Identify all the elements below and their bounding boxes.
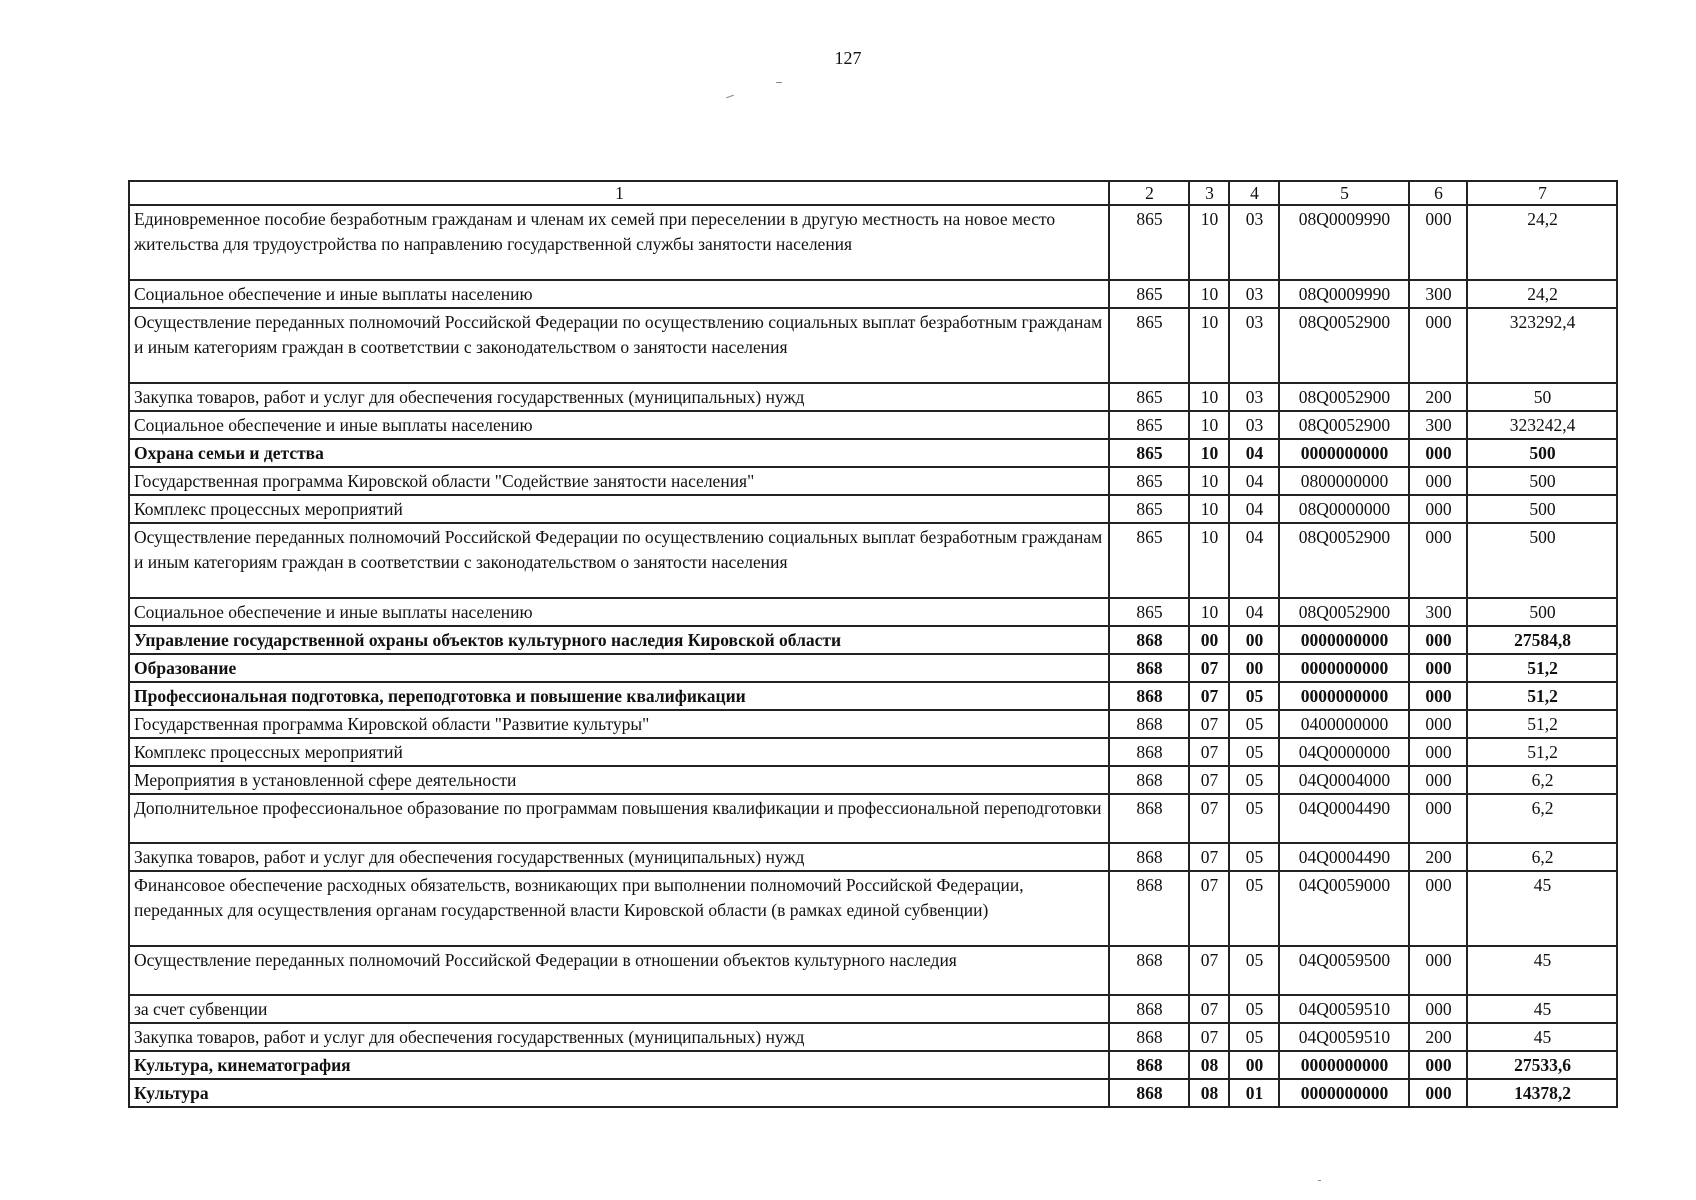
column-header: 5 <box>1279 181 1409 205</box>
row-code-cell: 10 <box>1189 205 1229 280</box>
row-code-cell: 000 <box>1409 738 1467 766</box>
row-code-cell: 08Q0009990 <box>1279 205 1409 280</box>
table-row <box>129 495 1617 523</box>
row-amount-cell: 323242,4 <box>1467 411 1617 439</box>
row-name-cell: Комплекс процессных мероприятий <box>129 495 1109 523</box>
row-code-cell: 04Q0004490 <box>1279 794 1409 843</box>
table-row <box>129 766 1617 794</box>
column-header: 6 <box>1409 181 1467 205</box>
row-code-cell: 10 <box>1189 467 1229 495</box>
row-code-cell: 000 <box>1409 710 1467 738</box>
row-code-cell: 05 <box>1229 871 1279 946</box>
column-header: 3 <box>1189 181 1229 205</box>
row-code-cell: 0000000000 <box>1279 1079 1409 1107</box>
row-name-cell: Закупка товаров, работ и услуг для обеспечения государственных (муниципальных) нужд <box>129 383 1109 411</box>
table-row <box>129 794 1617 843</box>
row-name-cell: Профессиональная подготовка, переподготовка и повышение квалификации <box>129 682 1109 710</box>
table-row <box>129 682 1617 710</box>
row-code-cell: 10 <box>1189 495 1229 523</box>
row-amount-cell: 6,2 <box>1467 843 1617 871</box>
row-code-cell: 865 <box>1109 280 1189 308</box>
row-amount-cell: 51,2 <box>1467 738 1617 766</box>
row-code-cell: 868 <box>1109 843 1189 871</box>
row-code-cell: 03 <box>1229 383 1279 411</box>
row-code-cell: 00 <box>1229 654 1279 682</box>
row-name-cell: Дополнительное профессиональное образование по программам повышения квалификации и профессиональной переподготовки <box>129 794 1109 843</box>
table-row <box>129 995 1617 1023</box>
scan-mark <box>726 95 734 99</box>
row-code-cell: 03 <box>1229 411 1279 439</box>
scan-mark <box>1318 1180 1321 1181</box>
row-name-cell: Социальное обеспечение и иные выплаты населению <box>129 280 1109 308</box>
row-code-cell: 200 <box>1409 383 1467 411</box>
row-code-cell: 07 <box>1189 654 1229 682</box>
row-amount-cell: 323292,4 <box>1467 308 1617 383</box>
row-code-cell: 868 <box>1109 794 1189 843</box>
row-code-cell: 000 <box>1409 205 1467 280</box>
row-code-cell: 10 <box>1189 383 1229 411</box>
row-code-cell: 04Q0004000 <box>1279 766 1409 794</box>
row-amount-cell: 500 <box>1467 523 1617 598</box>
table-row <box>129 280 1617 308</box>
header-row <box>129 181 1617 205</box>
row-name-cell: Комплекс процессных мероприятий <box>129 738 1109 766</box>
row-code-cell: 05 <box>1229 766 1279 794</box>
row-code-cell: 000 <box>1409 467 1467 495</box>
row-name-cell: Государственная программа Кировской области "Развитие культуры" <box>129 710 1109 738</box>
row-code-cell: 000 <box>1409 1051 1467 1079</box>
row-code-cell: 03 <box>1229 280 1279 308</box>
row-code-cell: 05 <box>1229 682 1279 710</box>
table-row <box>129 946 1617 995</box>
row-code-cell: 10 <box>1189 523 1229 598</box>
row-code-cell: 0000000000 <box>1279 626 1409 654</box>
table-row <box>129 411 1617 439</box>
row-code-cell: 865 <box>1109 205 1189 280</box>
row-name-cell: Мероприятия в установленной сфере деятельности <box>129 766 1109 794</box>
row-code-cell: 03 <box>1229 205 1279 280</box>
scan-mark <box>776 82 782 83</box>
row-code-cell: 07 <box>1189 738 1229 766</box>
row-name-cell: Охрана семьи и детства <box>129 439 1109 467</box>
row-code-cell: 200 <box>1409 843 1467 871</box>
row-code-cell: 0000000000 <box>1279 682 1409 710</box>
row-code-cell: 868 <box>1109 654 1189 682</box>
row-code-cell: 10 <box>1189 439 1229 467</box>
row-code-cell: 300 <box>1409 598 1467 626</box>
row-amount-cell: 500 <box>1467 598 1617 626</box>
row-code-cell: 05 <box>1229 710 1279 738</box>
row-code-cell: 04Q0059000 <box>1279 871 1409 946</box>
row-code-cell: 868 <box>1109 738 1189 766</box>
row-code-cell: 0000000000 <box>1279 439 1409 467</box>
row-code-cell: 04Q0000000 <box>1279 738 1409 766</box>
row-code-cell: 0000000000 <box>1279 1051 1409 1079</box>
row-code-cell: 868 <box>1109 871 1189 946</box>
row-code-cell: 0800000000 <box>1279 467 1409 495</box>
row-amount-cell: 500 <box>1467 495 1617 523</box>
row-amount-cell: 24,2 <box>1467 205 1617 280</box>
row-code-cell: 05 <box>1229 1023 1279 1051</box>
row-amount-cell: 45 <box>1467 946 1617 995</box>
row-code-cell: 08Q0052900 <box>1279 308 1409 383</box>
table-row <box>129 654 1617 682</box>
row-code-cell: 03 <box>1229 308 1279 383</box>
table-row <box>129 843 1617 871</box>
row-code-cell: 00 <box>1229 626 1279 654</box>
row-code-cell: 000 <box>1409 439 1467 467</box>
row-name-cell: Культура <box>129 1079 1109 1107</box>
row-code-cell: 868 <box>1109 766 1189 794</box>
row-name-cell: Закупка товаров, работ и услуг для обеспечения государственных (муниципальных) нужд <box>129 1023 1109 1051</box>
row-name-cell: Управление государственной охраны объектов культурного наследия Кировской области <box>129 626 1109 654</box>
row-code-cell: 05 <box>1229 794 1279 843</box>
row-code-cell: 08Q0052900 <box>1279 383 1409 411</box>
row-amount-cell: 51,2 <box>1467 710 1617 738</box>
row-code-cell: 868 <box>1109 995 1189 1023</box>
row-name-cell: Осуществление переданных полномочий Российской Федерации по осуществлению социальных выплат безработным гражданам и иным категориям граждан в соответствии с законодательством о занятости населения <box>129 308 1109 383</box>
row-code-cell: 000 <box>1409 682 1467 710</box>
row-code-cell: 865 <box>1109 308 1189 383</box>
row-code-cell: 000 <box>1409 1079 1467 1107</box>
table-row <box>129 467 1617 495</box>
row-code-cell: 07 <box>1189 794 1229 843</box>
row-code-cell: 04Q0059510 <box>1279 1023 1409 1051</box>
column-header: 4 <box>1229 181 1279 205</box>
row-amount-cell: 51,2 <box>1467 654 1617 682</box>
row-code-cell: 01 <box>1229 1079 1279 1107</box>
row-code-cell: 10 <box>1189 598 1229 626</box>
row-name-cell: Осуществление переданных полномочий Российской Федерации в отношении объектов культурного наследия <box>129 946 1109 995</box>
row-code-cell: 04 <box>1229 495 1279 523</box>
row-name-cell: Единовременное пособие безработным гражданам и членам их семей при переселении в другую местность на новое место жительства для трудоустройства по направлению государственной службы занятости населения <box>129 205 1109 280</box>
row-code-cell: 868 <box>1109 1051 1189 1079</box>
column-header: 2 <box>1109 181 1189 205</box>
row-code-cell: 00 <box>1189 626 1229 654</box>
row-code-cell: 04 <box>1229 467 1279 495</box>
row-code-cell: 07 <box>1189 946 1229 995</box>
row-code-cell: 868 <box>1109 946 1189 995</box>
row-name-cell: Финансовое обеспечение расходных обязательств, возникающих при выполнении полномочий Российской Федерации, переданных для осуществления органам государственной власти Кировской области (в рамках единой субвенции) <box>129 871 1109 946</box>
row-amount-cell: 51,2 <box>1467 682 1617 710</box>
row-code-cell: 08 <box>1189 1079 1229 1107</box>
row-name-cell: Культура, кинематография <box>129 1051 1109 1079</box>
row-code-cell: 000 <box>1409 766 1467 794</box>
row-amount-cell: 6,2 <box>1467 766 1617 794</box>
table-row <box>129 1079 1617 1107</box>
budget-table <box>128 180 1618 1108</box>
table-row <box>129 383 1617 411</box>
row-code-cell: 04 <box>1229 598 1279 626</box>
table-row <box>129 710 1617 738</box>
row-code-cell: 00 <box>1229 1051 1279 1079</box>
row-code-cell: 000 <box>1409 654 1467 682</box>
row-amount-cell: 27533,6 <box>1467 1051 1617 1079</box>
table-body <box>129 205 1617 1107</box>
row-code-cell: 000 <box>1409 495 1467 523</box>
row-name-cell: Закупка товаров, работ и услуг для обеспечения государственных (муниципальных) нужд <box>129 843 1109 871</box>
table-row <box>129 205 1617 280</box>
row-code-cell: 07 <box>1189 710 1229 738</box>
row-code-cell: 05 <box>1229 995 1279 1023</box>
row-code-cell: 000 <box>1409 308 1467 383</box>
row-amount-cell: 27584,8 <box>1467 626 1617 654</box>
row-code-cell: 868 <box>1109 1079 1189 1107</box>
row-amount-cell: 45 <box>1467 1023 1617 1051</box>
row-code-cell: 865 <box>1109 495 1189 523</box>
row-code-cell: 07 <box>1189 995 1229 1023</box>
row-code-cell: 300 <box>1409 280 1467 308</box>
row-code-cell: 04Q0059510 <box>1279 995 1409 1023</box>
row-code-cell: 200 <box>1409 1023 1467 1051</box>
row-code-cell: 000 <box>1409 626 1467 654</box>
row-code-cell: 04 <box>1229 523 1279 598</box>
row-amount-cell: 6,2 <box>1467 794 1617 843</box>
table-row <box>129 871 1617 946</box>
table-row <box>129 1051 1617 1079</box>
row-code-cell: 07 <box>1189 843 1229 871</box>
row-code-cell: 300 <box>1409 411 1467 439</box>
table-row <box>129 738 1617 766</box>
row-code-cell: 08 <box>1189 1051 1229 1079</box>
row-amount-cell: 45 <box>1467 871 1617 946</box>
row-code-cell: 04Q0059500 <box>1279 946 1409 995</box>
row-code-cell: 08Q0009990 <box>1279 280 1409 308</box>
table-row <box>129 1023 1617 1051</box>
row-amount-cell: 50 <box>1467 383 1617 411</box>
row-code-cell: 08Q0052900 <box>1279 598 1409 626</box>
row-code-cell: 08Q0052900 <box>1279 523 1409 598</box>
row-code-cell: 868 <box>1109 710 1189 738</box>
row-code-cell: 10 <box>1189 280 1229 308</box>
row-amount-cell: 24,2 <box>1467 280 1617 308</box>
row-code-cell: 000 <box>1409 995 1467 1023</box>
row-code-cell: 05 <box>1229 843 1279 871</box>
row-code-cell: 05 <box>1229 738 1279 766</box>
row-code-cell: 08Q0052900 <box>1279 411 1409 439</box>
row-code-cell: 07 <box>1189 682 1229 710</box>
row-code-cell: 868 <box>1109 682 1189 710</box>
row-code-cell: 865 <box>1109 598 1189 626</box>
row-name-cell: Государственная программа Кировской области "Содействие занятости населения" <box>129 467 1109 495</box>
row-code-cell: 04 <box>1229 439 1279 467</box>
row-code-cell: 865 <box>1109 467 1189 495</box>
row-code-cell: 07 <box>1189 871 1229 946</box>
row-code-cell: 868 <box>1109 1023 1189 1051</box>
row-amount-cell: 45 <box>1467 995 1617 1023</box>
row-amount-cell: 14378,2 <box>1467 1079 1617 1107</box>
row-code-cell: 0000000000 <box>1279 654 1409 682</box>
row-code-cell: 10 <box>1189 411 1229 439</box>
row-code-cell: 868 <box>1109 626 1189 654</box>
row-code-cell: 05 <box>1229 946 1279 995</box>
column-header: 1 <box>129 181 1109 205</box>
row-amount-cell: 500 <box>1467 439 1617 467</box>
row-code-cell: 000 <box>1409 871 1467 946</box>
table-row <box>129 598 1617 626</box>
row-name-cell: за счет субвенции <box>129 995 1109 1023</box>
row-code-cell: 865 <box>1109 523 1189 598</box>
page-number: 127 <box>834 48 862 68</box>
row-code-cell: 865 <box>1109 411 1189 439</box>
row-name-cell: Осуществление переданных полномочий Российской Федерации по осуществлению социальных выплат безработным гражданам и иным категориям граждан в соответствии с законодательством о занятости населения <box>129 523 1109 598</box>
row-code-cell: 07 <box>1189 766 1229 794</box>
row-name-cell: Социальное обеспечение и иные выплаты населению <box>129 598 1109 626</box>
row-code-cell: 10 <box>1189 308 1229 383</box>
row-code-cell: 865 <box>1109 383 1189 411</box>
column-header: 7 <box>1467 181 1617 205</box>
table-row <box>129 439 1617 467</box>
row-code-cell: 08Q0000000 <box>1279 495 1409 523</box>
row-code-cell: 0400000000 <box>1279 710 1409 738</box>
row-name-cell: Образование <box>129 654 1109 682</box>
row-code-cell: 07 <box>1189 1023 1229 1051</box>
row-code-cell: 000 <box>1409 946 1467 995</box>
row-name-cell: Социальное обеспечение и иные выплаты населению <box>129 411 1109 439</box>
table-row <box>129 308 1617 383</box>
row-code-cell: 000 <box>1409 794 1467 843</box>
table-row <box>129 626 1617 654</box>
table-row <box>129 523 1617 598</box>
row-code-cell: 000 <box>1409 523 1467 598</box>
row-code-cell: 04Q0004490 <box>1279 843 1409 871</box>
row-amount-cell: 500 <box>1467 467 1617 495</box>
row-code-cell: 865 <box>1109 439 1189 467</box>
